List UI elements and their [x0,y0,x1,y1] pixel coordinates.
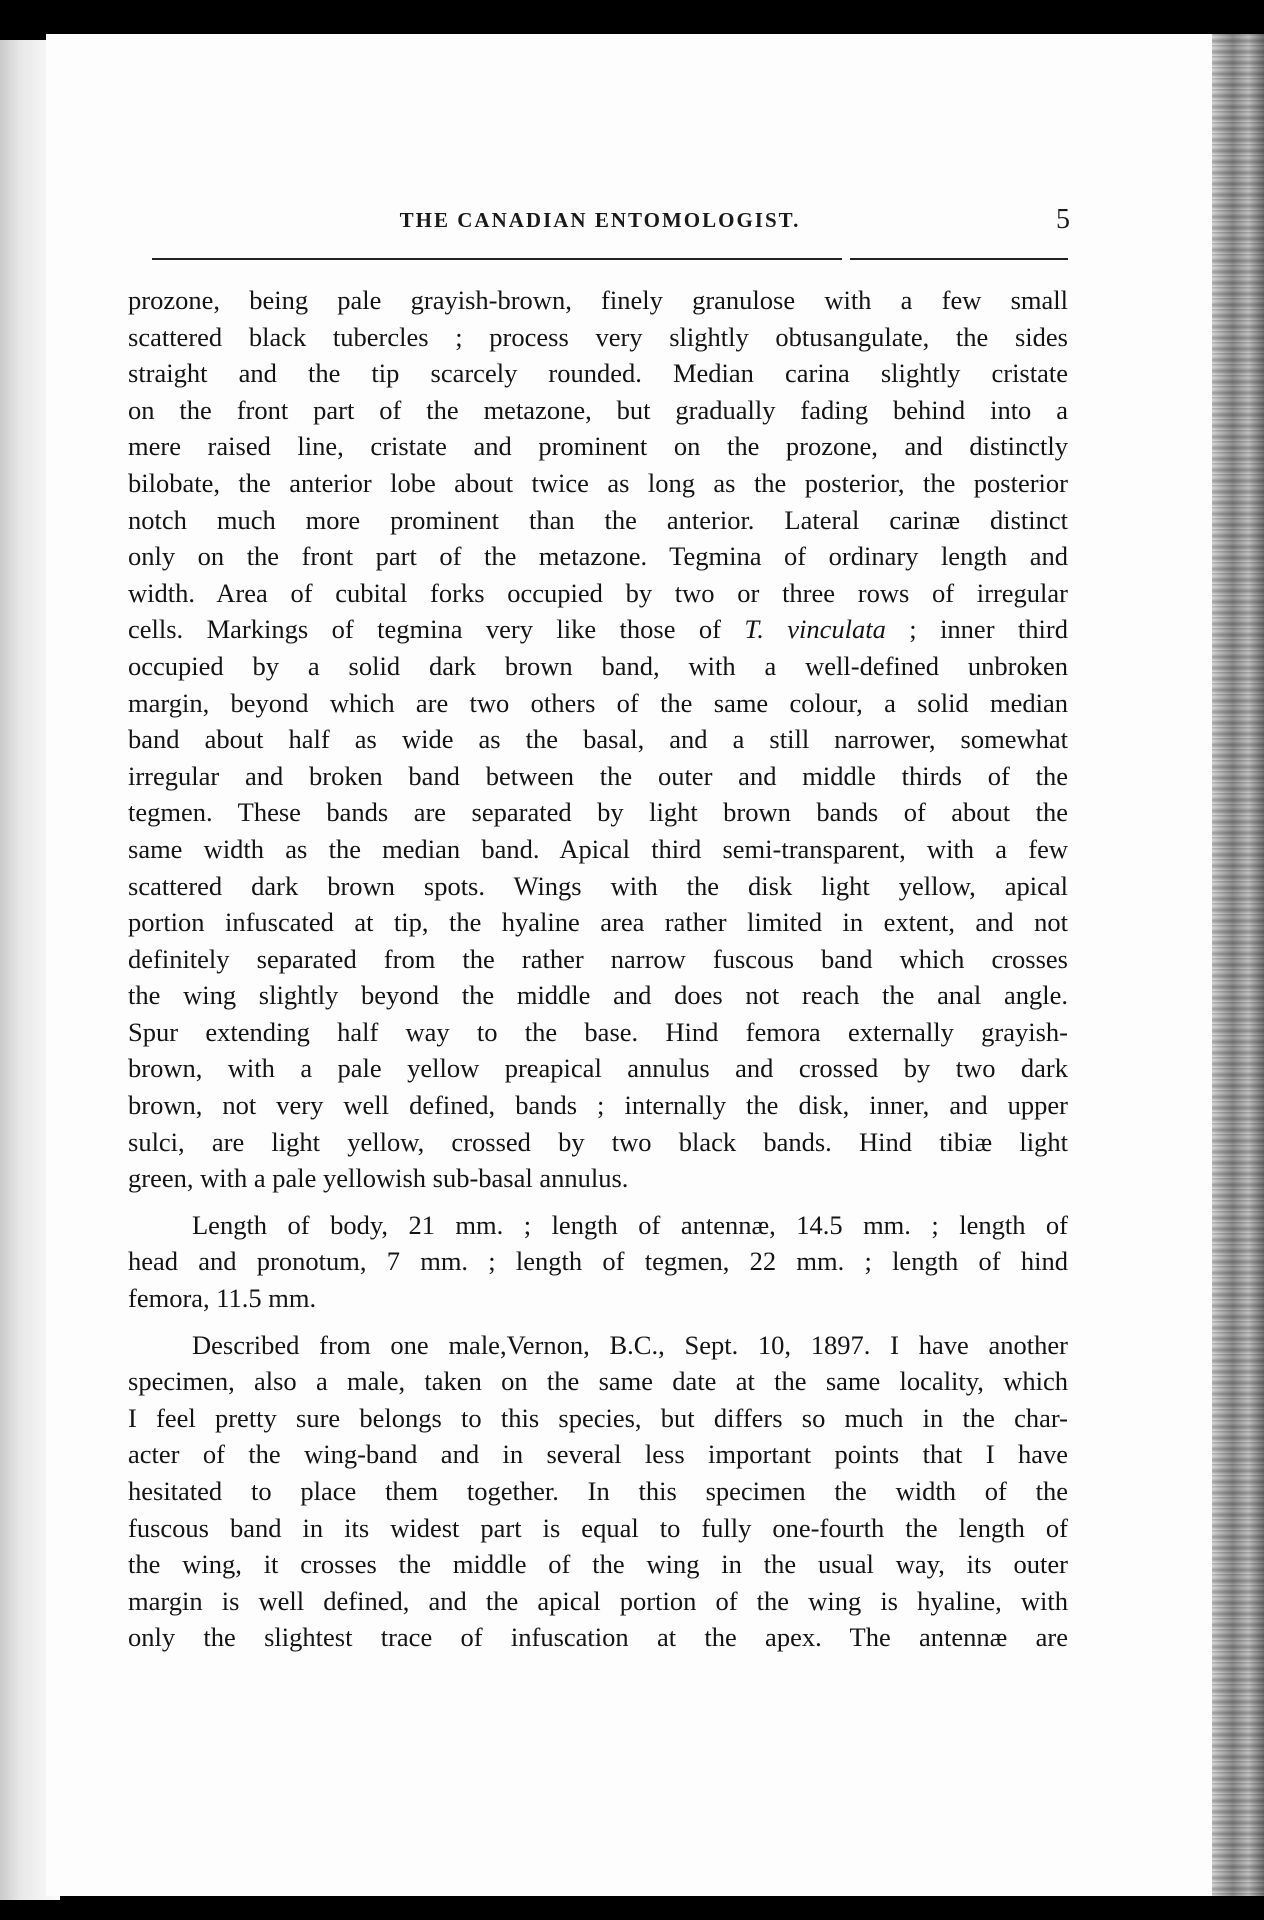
text-line: straight and the tip scarcely rounded. Median carina slightly cristate [128,358,1068,389]
running-head: THE CANADIAN ENTOMOLOGIST. [399,208,801,232]
right-page-edge [1212,34,1264,1896]
body-text [128,282,1068,1656]
text-line: the wing slightly beyond the middle and does not reach the anal angle. [128,980,1068,1011]
text-line: Spur extending half way to the base. Hind femora externally grayish- [128,1016,1068,1047]
text-line: femora, 11.5 mm. [128,1283,317,1314]
page-number: 5 [1056,204,1070,235]
header-rule-left [152,258,842,260]
text-line: only the slightest trace of infuscation at the apex. The antennæ are [128,1622,1068,1653]
text-line: scattered black tubercles ; process very slightly obtusangulate, the sides [128,321,1068,352]
text-line: head and pronotum, 7 mm. ; length of tegmen, 22 mm. ; length of hind [128,1246,1068,1277]
paragraph-description [128,282,1068,1197]
paragraph-specimen-notes [128,1327,1068,1656]
header-rule-right [850,258,1068,260]
text-line: irregular and broken band between the outer and middle thirds of the [128,760,1068,791]
text-line: same width as the median band. Apical third semi-transparent, with a few [128,833,1068,864]
text-line: prozone, being pale grayish-brown, finely granulose with a few small [128,285,1068,315]
text-line: notch much more prominent than the anterior. Lateral carinæ distinct [128,504,1068,535]
text-line: occupied by a solid dark brown band, with a well-defined unbroken [128,650,1068,681]
text-line: brown, with a pale yellow preapical annulus and crossed by two dark [128,1053,1068,1084]
text-line: specimen, also a male, taken on the same date at the same locality, which [128,1366,1068,1397]
paragraph-gap [128,1317,1068,1327]
species-name: T. vinculata [744,614,886,645]
text-line: on the front part of the metazone, but gradually fading behind into a [128,394,1068,425]
text-line: mere raised line, cristate and prominent on the prozone, and distinctly [128,431,1068,462]
text-line: Described from one male,Vernon, B.C., Sept. 10, 1897. I have another [192,1329,1068,1360]
page-header [130,204,1070,248]
text-line: cells. Markings of tegmina very like those of T. vinculata ; inner third [128,614,1068,645]
text-line: tegmen. These bands are separated by light brown bands of about the [128,797,1068,828]
paragraph-gap [128,1197,1068,1207]
text-line: band about half as wide as the basal, and a still narrower, somewhat [128,724,1068,755]
text-line: only on the front part of the metazone. Tegmina of ordinary length and [128,541,1068,572]
text-line: brown, not very well defined, bands ; internally the disk, inner, and upper [128,1090,1068,1121]
text-line: margin is well defined, and the apical portion of the wing is hyaline, with [128,1585,1068,1616]
text-line: scattered dark brown spots. Wings with the disk light yellow, apical [128,870,1068,901]
text-line: width. Area of cubital forks occupied by two or three rows of irregular [128,577,1068,608]
text-line: hesitated to place them together. In this specimen the width of the [128,1476,1068,1506]
text-line: definitely separated from the rather narrow fuscous band which crosses [128,943,1068,974]
text-line: acter of the wing-band and in several less important points that I have [128,1439,1068,1470]
text-line: I feel pretty sure belongs to this species, but differs so much in the char- [128,1402,1068,1433]
text-line: green, with a pale yellowish sub-basal annulus. [128,1163,629,1194]
text-line: bilobate, the anterior lobe about twice as long as the posterior, the posterior [128,467,1068,498]
text-line: fuscous band in its widest part is equal to fully one-fourth the length of [128,1512,1068,1543]
text-line: portion infuscated at tip, the hyaline area rather limited in extent, and not [128,907,1068,938]
text-line: Length of body, 21 mm. ; length of antennæ, 14.5 mm. ; length of [192,1209,1068,1240]
text-line: margin, beyond which are two others of the same colour, a solid median [128,687,1068,718]
paragraph-measurements [128,1207,1068,1317]
text-line: sulci, are light yellow, crossed by two black bands. Hind tibiæ light [128,1126,1068,1157]
text-line: the wing, it crosses the middle of the wing in the usual way, its outer [128,1549,1068,1580]
